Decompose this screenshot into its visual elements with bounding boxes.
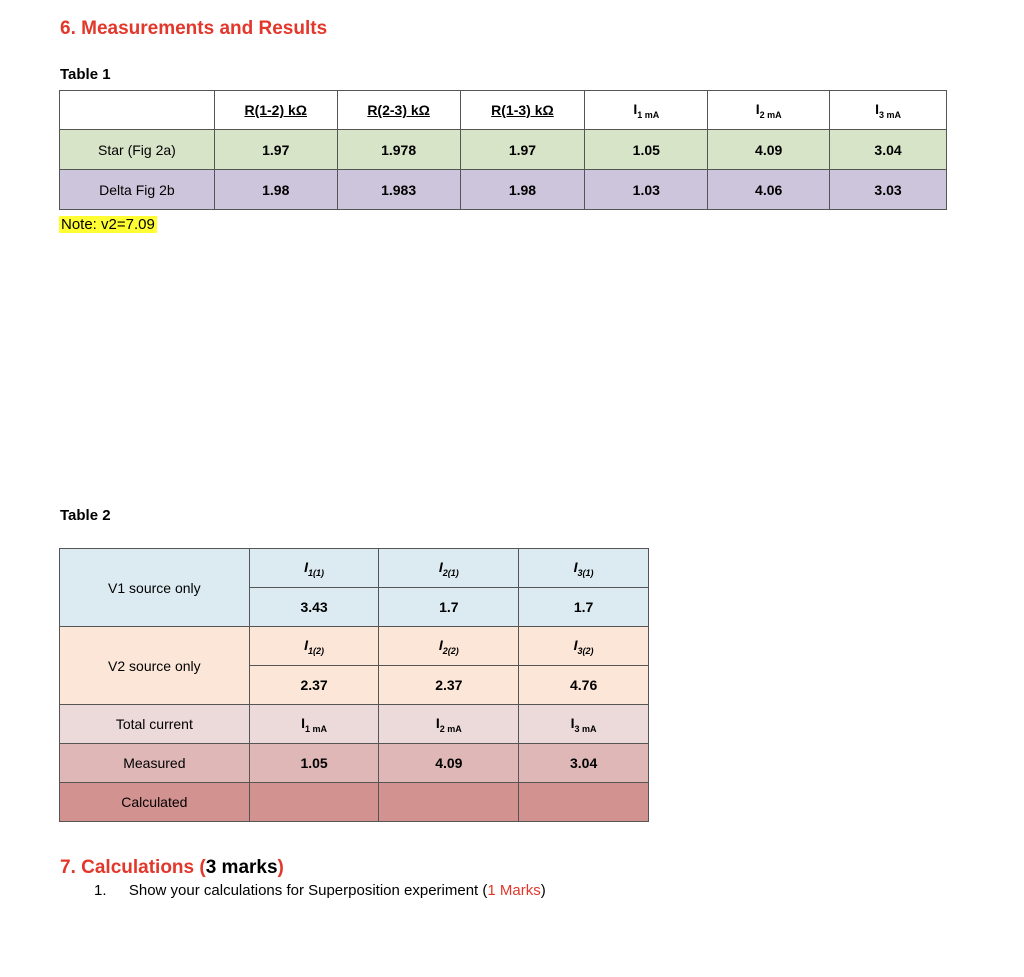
row-label-v2: V2 source only [60, 627, 250, 705]
cell-calculated-i3[interactable] [519, 783, 649, 822]
row-label-measured: Measured [60, 744, 250, 783]
header-total-i3: $I_{3 mA}$ [519, 705, 649, 744]
row-label-star: Star (Fig 2a) [60, 130, 215, 170]
calculation-item-1 [94, 882, 546, 899]
table-1-corner-cell [60, 91, 215, 130]
cell-measured-i1: 1.05 [249, 744, 379, 783]
section-7-title [60, 857, 284, 879]
cell-v2-i2: 2.37 [379, 666, 519, 705]
cell-star-i2: 4.09 [708, 130, 830, 170]
row-label-total: Total current [60, 705, 250, 744]
cell-v1-i1: 3.43 [249, 588, 379, 627]
header-r12: R(1-2) kΩ [214, 91, 337, 130]
cell-v2-i3: 4.76 [519, 666, 649, 705]
voltage-note [59, 216, 157, 234]
cell-star-i1: 1.05 [585, 130, 708, 170]
table-1-row-delta [60, 170, 947, 210]
row-label-calculated: Calculated [60, 783, 250, 822]
header-i2-1: $I_{2(1)}$ [379, 549, 519, 588]
table-2 [59, 548, 649, 822]
header-total-i1: $I_{1 mA}$ [249, 705, 379, 744]
cell-v1-i2: 1.7 [379, 588, 519, 627]
header-total-i2: $I_{2 mA}$ [379, 705, 519, 744]
section-6-title: 6. Measurements and Results [60, 18, 328, 39]
header-i1-2: $I_{1(2)}$ [249, 627, 379, 666]
table-1-header-row [60, 91, 947, 130]
table-1-row-star [60, 130, 947, 170]
header-i2-2: $I_{2(2)}$ [379, 627, 519, 666]
table-2-calculated-row [60, 783, 649, 822]
row-label-delta: Delta Fig 2b [60, 170, 215, 210]
cell-delta-i2: 4.06 [708, 170, 830, 210]
row-label-v1: V1 source only [60, 549, 250, 627]
cell-calculated-i1[interactable] [249, 783, 379, 822]
cell-measured-i3: 3.04 [519, 744, 649, 783]
table-2-measured-row [60, 744, 649, 783]
item-marks: 1 Marks [487, 882, 541, 899]
cell-star-r12: 1.97 [214, 130, 337, 170]
header-i3-1: $I_{3(1)}$ [519, 549, 649, 588]
cell-delta-i3: 3.03 [830, 170, 947, 210]
cell-v1-i3: 1.7 [519, 588, 649, 627]
table-2-v1-header-row [60, 549, 649, 588]
section-7-title-prefix: 7. Calculations ( [60, 857, 206, 878]
cell-delta-r12: 1.98 [214, 170, 337, 210]
voltage-note-text: Note: v2=7.09 [61, 216, 155, 233]
header-i3-2: $I_{3(2)}$ [519, 627, 649, 666]
cell-measured-i2: 4.09 [379, 744, 519, 783]
table-2-label: Table 2 [60, 507, 111, 524]
header-r23: R(2-3) kΩ [337, 91, 460, 130]
cell-star-r13: 1.97 [460, 130, 585, 170]
header-r13: R(1-3) kΩ [460, 91, 585, 130]
cell-delta-r23: 1.983 [337, 170, 460, 210]
section-7-title-suffix: ) [277, 857, 284, 878]
header-i3: $I_{3 mA}$ [830, 91, 947, 130]
cell-v2-i1: 2.37 [249, 666, 379, 705]
header-i1: $I_{1 mA}$ [585, 91, 708, 130]
cell-star-r23: 1.978 [337, 130, 460, 170]
table-1-label: Table 1 [60, 66, 111, 83]
item-text: Show your calculations for Superposition experiment ( [128, 882, 488, 899]
header-i1-1: $I_{1(1)}$ [249, 549, 379, 588]
table-1 [59, 90, 947, 210]
cell-delta-i1: 1.03 [585, 170, 708, 210]
item-number: 1. [94, 882, 107, 899]
cell-calculated-i2[interactable] [379, 783, 519, 822]
header-i2: $I_{2 mA}$ [708, 91, 830, 130]
table-2-v2-header-row [60, 627, 649, 666]
cell-delta-r13: 1.98 [460, 170, 585, 210]
section-7-marks: 3 marks [205, 857, 278, 878]
cell-star-i3: 3.04 [830, 130, 947, 170]
table-2-total-row [60, 705, 649, 744]
item-close: ) [540, 882, 546, 899]
